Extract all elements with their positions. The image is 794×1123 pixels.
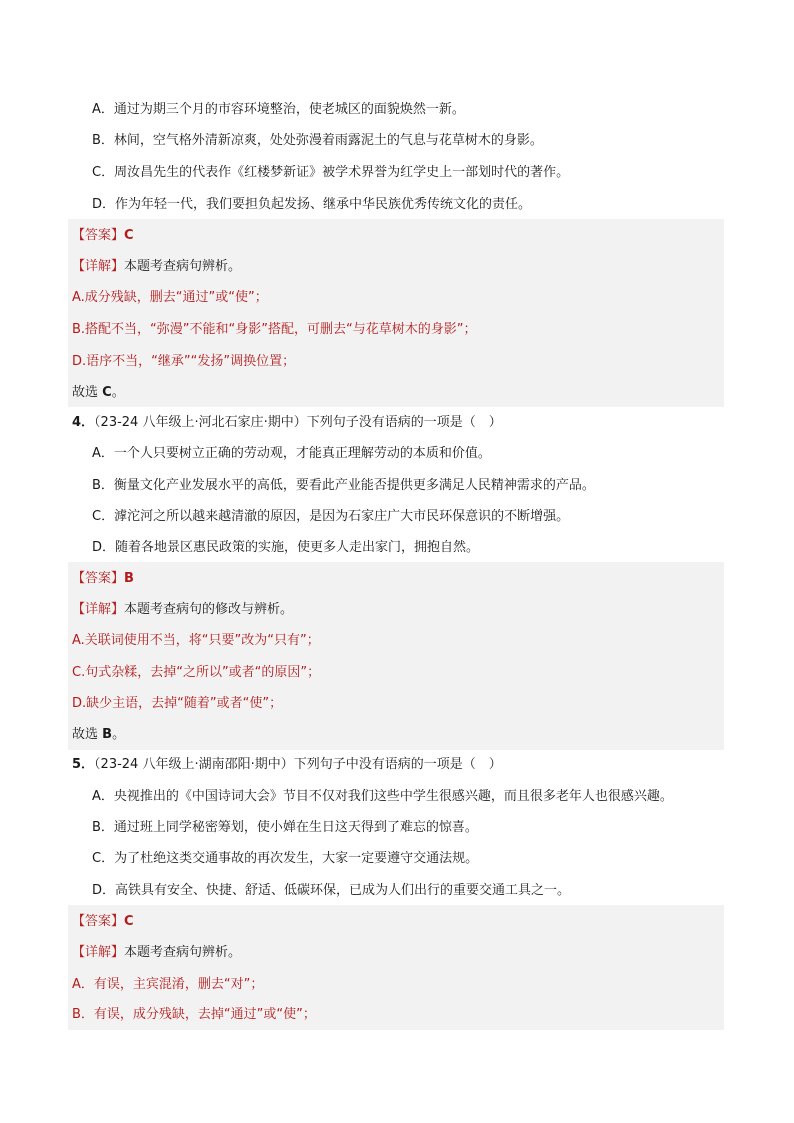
q3-option-d: D．作为年轻一代，我们要担负起发扬、继承中华民族优秀传统文化的责任。 [92, 197, 532, 212]
answer-label: 【答案】 [72, 571, 125, 586]
q3-option-c: C．周汝昌先生的代表作《红楼梦新证》被学术界誉为红学史上一部划时代的著作。 [92, 165, 570, 180]
q5-detail-b: B．有误，成分残缺，去掉“通过”或“使”； [72, 1007, 316, 1022]
q3-answer-block [68, 219, 724, 407]
q3-detail-b: B.搭配不当，“弥漫”不能和“身影”搭配，可删去“与花草树木的身影”； [72, 322, 477, 337]
q3-option-b: B．林间，空气格外清新凉爽，处处弥漫着雨露泥土的气息与花草树木的身影。 [92, 133, 543, 148]
detail-label: 【详解】 [72, 945, 125, 960]
detail-text: 本题考查病句的修改与辨析。 [124, 602, 294, 617]
q5-stem [72, 756, 502, 774]
question-number: 5． [72, 757, 95, 772]
answer-value: C [124, 228, 134, 243]
answer-label: 【答案】 [72, 914, 125, 929]
q5-option-a: A．央视推出的《中国诗词大会》节目不仅对我们这些中学生很感兴趣，而且很多老年人也很感兴趣。 [92, 789, 673, 804]
conclusion-suffix: 。 [112, 727, 126, 742]
answer-value: B [124, 571, 134, 586]
q3-option-a: A．通过为期三个月的市容环境整治，使老城区的面貌焕然一新。 [92, 102, 465, 117]
q5-option-b: B．通过班上同学秘密筹划，使小婵在生日这天得到了难忘的惊喜。 [92, 820, 478, 835]
question-text: 下列句子没有语病的一项是（ ） [306, 415, 502, 430]
conclusion-suffix: 。 [111, 385, 125, 400]
q4-option-d: D．随着各地景区惠民政策的实施，使更多人走出家门，拥抱自然。 [92, 540, 480, 555]
q4-detail [72, 601, 293, 619]
q4-detail-a: A.关联词使用不当，将“只要”改为“只有”； [72, 633, 320, 648]
q4-detail-c: C.句式杂糅，去掉“之所以”或者“的原因”； [72, 665, 321, 680]
q4-option-b: B．衡量文化产业发展水平的高低，要看此产业能否提供更多满足人民精神需求的产品。 [92, 478, 595, 493]
q5-option-c: C．为了杜绝这类交通事故的再次发生，大家一定要遵守交通法规。 [92, 851, 479, 866]
question-source: （23-24 八年级上·河北石家庄·期中） [94, 415, 307, 430]
q4-answer [72, 570, 134, 588]
q5-answer [72, 913, 134, 931]
question-text: 下列句子中没有语病的一项是（ ） [293, 757, 502, 772]
conclusion-value: C [102, 385, 112, 400]
q4-answer-block [68, 562, 724, 750]
conclusion-value: B [102, 727, 113, 742]
q3-detail-d: D.语序不当，“继承”“发扬”调换位置； [72, 354, 296, 369]
q3-answer [72, 227, 134, 245]
q4-detail-d: D.缺少主语，去掉“随着”或者“使”； [72, 696, 283, 711]
q4-option-c: C．滹沱河之所以越来越清澈的原因，是因为石家庄广大市民环保意识的不断增强。 [92, 509, 570, 524]
answer-value: C [124, 914, 134, 929]
detail-label: 【详解】 [72, 259, 125, 274]
q5-detail-a: A．有误，主宾混淆，删去“对”； [72, 977, 264, 992]
detail-text: 本题考查病句辨析。 [124, 945, 242, 960]
q3-detail [72, 258, 241, 276]
question-number: 4． [72, 415, 95, 430]
q4-option-a: A．一个人只要树立正确的劳动观，才能真正理解劳动的本质和价值。 [92, 446, 491, 461]
detail-text: 本题考查病句辨析。 [124, 259, 242, 274]
conclusion-prefix: 故选 [72, 727, 103, 742]
q4-conclusion [72, 726, 125, 744]
question-source: （23-24 八年级上·湖南邵阳·期中） [94, 757, 294, 772]
q5-detail [72, 944, 241, 962]
q5-answer-block [68, 905, 724, 1030]
q4-stem [72, 414, 502, 432]
conclusion-prefix: 故选 [72, 385, 103, 400]
q3-detail-a: A.成分残缺，删去“通过”或“使”； [72, 290, 268, 305]
q5-option-d: D．高铁具有安全、快捷、舒适、低碳环保，已成为人们出行的重要交通工具之一。 [92, 883, 571, 898]
answer-label: 【答案】 [72, 228, 125, 243]
detail-label: 【详解】 [72, 602, 125, 617]
q3-conclusion [72, 384, 125, 402]
